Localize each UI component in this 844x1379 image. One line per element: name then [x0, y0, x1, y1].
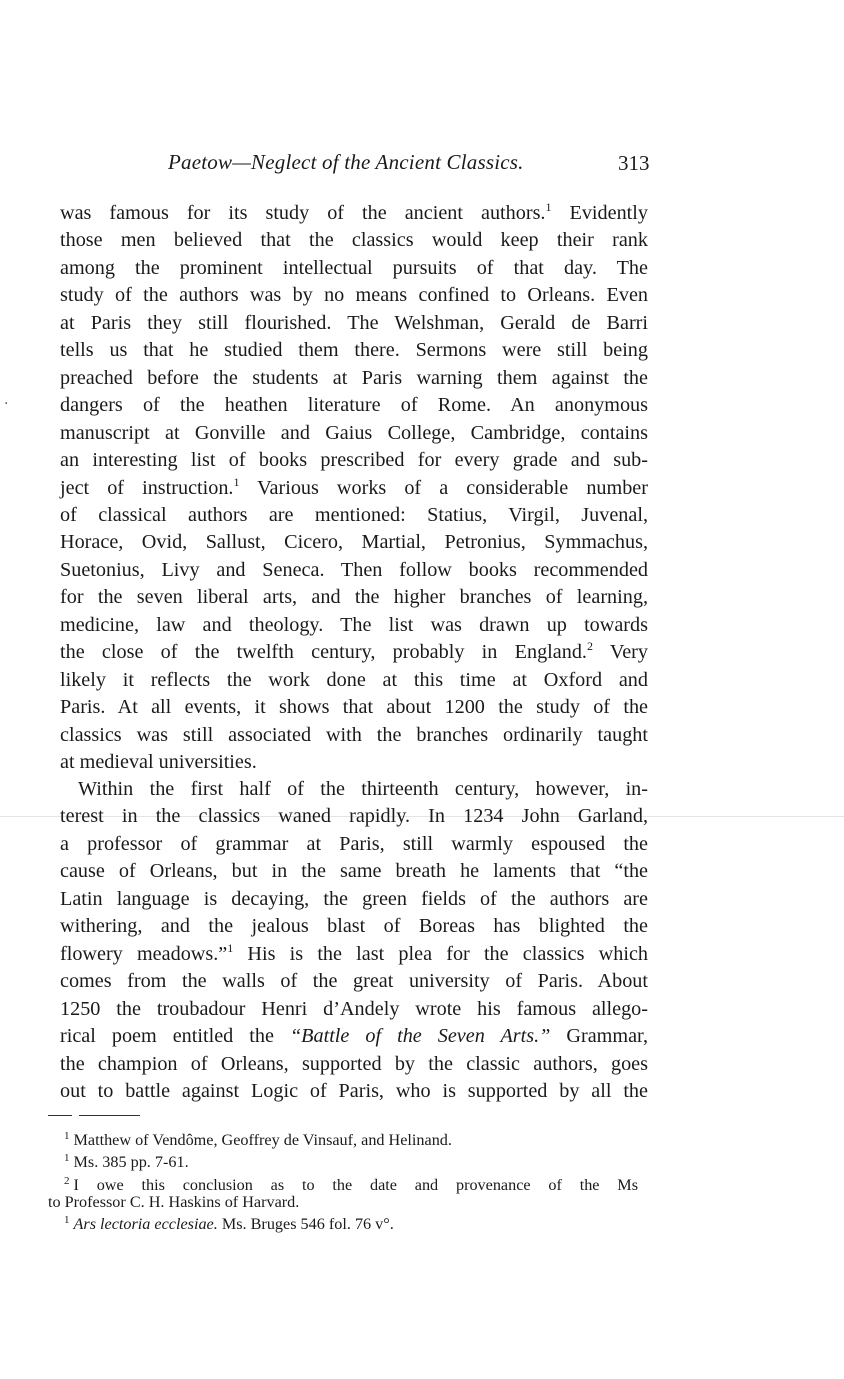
text-line — [60, 968, 648, 995]
text-line — [60, 282, 648, 309]
text-line — [60, 200, 648, 227]
line-text: tells us that he studied them there. Sermons were still being — [60, 339, 648, 362]
text-line — [60, 886, 648, 913]
footnote-3-continuation — [48, 1192, 299, 1212]
text-line — [60, 529, 648, 556]
text-line — [60, 557, 648, 584]
text-line — [60, 584, 648, 611]
text-line — [60, 913, 648, 940]
line-text: was famous for its study of the ancient authors. — [60, 202, 546, 224]
text-line — [60, 831, 648, 858]
line-italic-title: “Battle of the Seven Arts.” — [289, 1025, 551, 1048]
line-text: Paris. At all events, it shows that about 1200 the study of the — [60, 696, 648, 719]
line-text-continued: Very — [592, 641, 648, 664]
line-text: an interesting list of books prescribed for every grade and sub- — [60, 449, 648, 472]
text-line — [60, 749, 648, 776]
line-text: Latin language is decaying, the green fields of the authors are — [60, 887, 648, 910]
footnote-1 — [64, 1130, 452, 1150]
line-text: out to battle against Logic of Paris, who is supported by all the — [60, 1079, 648, 1102]
text-line — [60, 694, 648, 721]
footnote-marker: 1 — [64, 1130, 70, 1142]
line-text-continued: His is the last plea for the classics which — [233, 942, 648, 965]
line-text: Within the first half of the thirteenth century, however, in- — [78, 778, 648, 800]
text-line — [60, 227, 648, 254]
line-text: flowery meadows.” — [60, 942, 228, 965]
footnote-marker: 1 — [64, 1152, 70, 1164]
footnote-4 — [64, 1214, 394, 1234]
margin-speck: · — [4, 396, 9, 412]
footnote-reference: 1 — [233, 474, 240, 489]
line-text: dangers of the heathen literature of Rome. An anonymous — [60, 394, 648, 417]
line-text: the champion of Orleans, supported by the classic authors, goes — [60, 1052, 648, 1075]
line-text: comes from the walls of the great university of Paris. About — [60, 970, 648, 993]
line-text: for the seven liberal arts, and the higher branches of learning, — [60, 586, 648, 609]
footnote-2 — [64, 1152, 189, 1172]
line-text: at Paris they still flourished. The Welshman, Gerald de Barri — [60, 311, 648, 334]
footnote-marker: 2 — [64, 1175, 70, 1187]
line-text: likely it reflects the work done at this time at Oxford and — [60, 668, 648, 691]
line-text: medicine, law and theology. The list was drawn up towards — [60, 613, 648, 636]
text-line — [60, 475, 648, 502]
text-line — [60, 365, 648, 392]
line-text: study of the authors was by no means confined to Orleans. Even — [60, 284, 648, 307]
line-text-continued: Evidently — [551, 202, 648, 224]
footnote-text: I owe this conclusion as to the date and provenance of the Ms — [73, 1176, 638, 1194]
footnote-text: Ms. 385 pp. 7-61. — [73, 1153, 189, 1171]
line-text: terest in the classics waned rapidly. In 1234 John Garland, — [60, 805, 648, 828]
text-line — [60, 1023, 648, 1050]
footnote-text: Ms. Bruges 546 fol. 76 v°. — [217, 1215, 394, 1233]
line-text: preached before the students at Paris warning them against the — [60, 366, 648, 389]
footnote-reference: 1 — [545, 200, 552, 214]
line-text: cause of Orleans, but in the same breath he laments that “the — [60, 860, 648, 883]
footnote-rule — [48, 1115, 140, 1116]
line-text: among the prominent intellectual pursuits of that day. The — [60, 256, 648, 279]
line-text: the close of the twelfth century, probably in England. — [60, 641, 587, 664]
text-line — [60, 722, 648, 749]
line-text: of classical authors are mentioned: Statius, Virgil, Juvenal, — [60, 503, 648, 526]
text-line — [60, 941, 648, 968]
line-text: rical poem entitled the — [60, 1025, 290, 1048]
line-text: Horace, Ovid, Sallust, Cicero, Martial, Petronius, Symmachus, — [60, 531, 648, 554]
text-line — [60, 1078, 648, 1105]
line-text: classics was still associated with the branches ordinarily taught — [60, 723, 648, 746]
line-text: 1250 the troubadour Henri d’Andely wrote his famous allego- — [60, 997, 648, 1020]
line-text-continued: Various works of a considerable number — [239, 476, 648, 499]
footnote-italic-title: Ars lectoria ecclesiae. — [73, 1215, 218, 1233]
line-text: those men believed that the classics would keep their rank — [60, 229, 648, 252]
text-line — [60, 612, 648, 639]
footnote-text: to Professor C. H. Haskins of Harvard. — [48, 1193, 300, 1211]
text-line — [60, 447, 648, 474]
line-text: withering, and the jealous blast of Boreas has blighted the — [60, 915, 648, 938]
line-text: a professor of grammar at Paris, still warmly espoused the — [60, 832, 648, 855]
text-line — [60, 420, 648, 447]
text-line — [60, 996, 648, 1023]
text-line — [60, 255, 648, 282]
footnote-reference: 1 — [227, 940, 234, 955]
footnote-text: Matthew of Vendôme, Geoffrey de Vinsauf, and Helinand. — [73, 1131, 452, 1149]
text-line — [60, 310, 648, 337]
line-text: manuscript at Gonville and Gaius College, Cambridge, contains — [60, 421, 648, 444]
line-text-continued: Grammar, — [550, 1025, 648, 1048]
text-line — [78, 776, 648, 803]
text-line — [60, 337, 648, 364]
text-line — [60, 667, 648, 694]
line-text: Suetonius, Livy and Seneca. Then follow books recommended — [60, 558, 648, 581]
line-text: at medieval universities. — [60, 751, 257, 773]
text-line — [60, 502, 648, 529]
text-line — [60, 858, 648, 885]
text-line — [60, 392, 648, 419]
text-line — [60, 1051, 648, 1078]
line-text: ject of instruction. — [60, 476, 234, 499]
footnote-reference: 2 — [586, 639, 593, 654]
footnote-marker: 1 — [64, 1214, 70, 1226]
text-line — [60, 803, 648, 830]
page-number: 313 — [618, 151, 650, 175]
running-head-title: Paetow—Neglect of the Ancient Classics. — [168, 150, 524, 174]
text-line — [60, 639, 648, 666]
